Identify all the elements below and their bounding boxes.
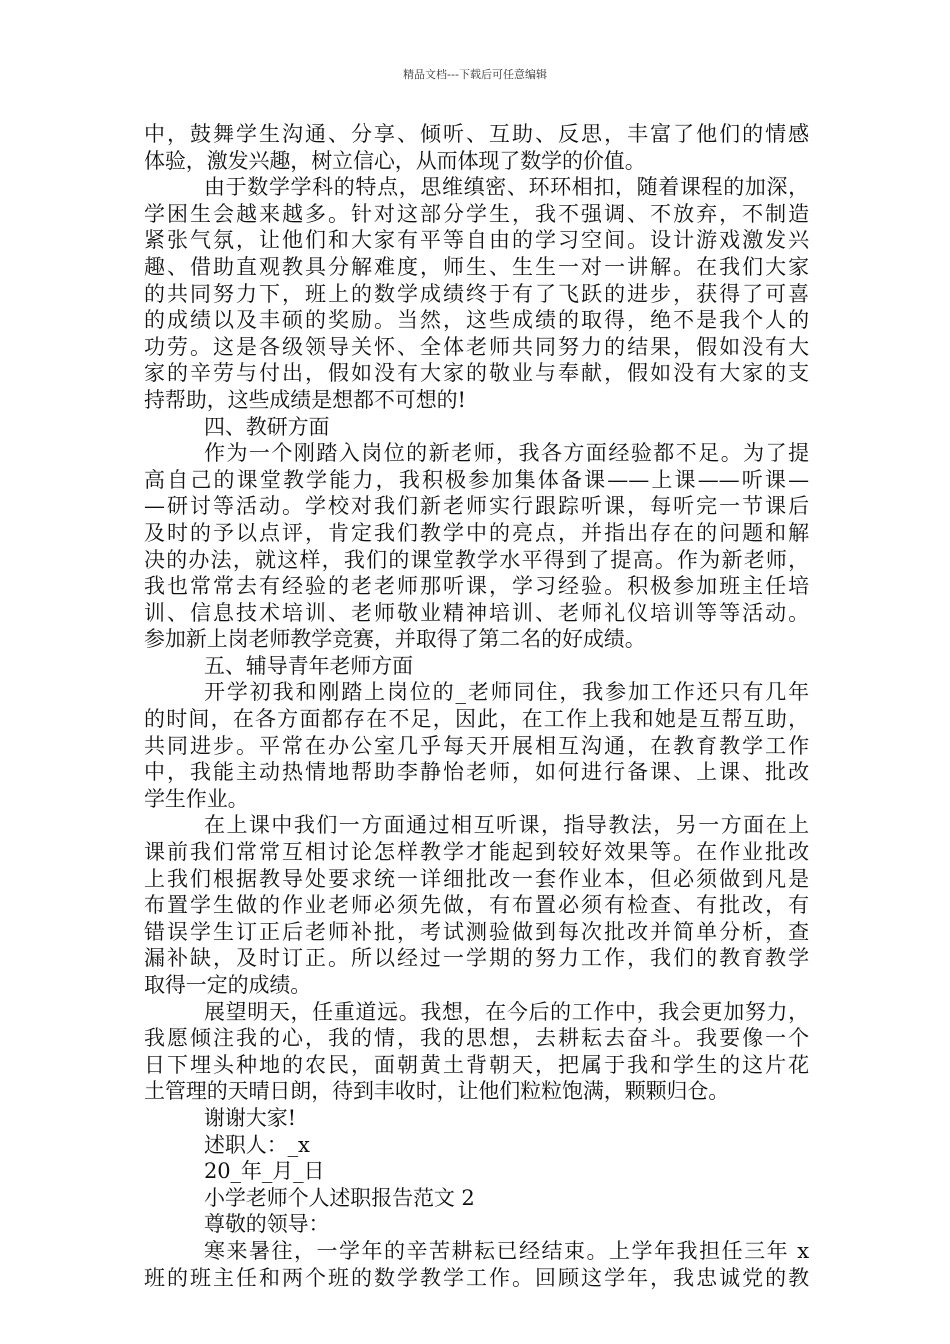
- text-line: 我也常常去有经验的老老师那听课，学习经验。积极参加班主任培: [144, 574, 809, 599]
- document-body: [144, 121, 809, 1291]
- text-line: 四、教研方面: [204, 414, 330, 439]
- text-line: 决的办法，就这样，我们的课堂教学水平得到了提高。作为新老师，: [144, 547, 809, 572]
- text-line: 训、信息技术培训、老师敬业精神培训、老师礼仪培训等等活动。: [144, 600, 809, 625]
- text-line: 错误学生订正后老师补批，考试测验做到每次批改并简单分析，查: [144, 919, 809, 944]
- text-line: 及时的予以点评，肯定我们教学中的亮点，并指出存在的问题和解: [144, 520, 809, 545]
- text-line: 趣、借助直观教具分解难度，师生、生生一对一讲解。在我们大家: [144, 254, 809, 279]
- text-line: 班的班主任和两个班的数学教学工作。回顾这学年，我忠诚党的教: [144, 1265, 809, 1290]
- text-line: 学困生会越来越多。针对这部分学生，我不强调、不放弃，不制造: [144, 201, 809, 226]
- text-line: 的时间，在各方面都存在不足，因此，在工作上我和她是互帮互助，: [144, 707, 809, 732]
- text-line: 寒来暑往，一学年的辛苦耕耘已经结束。上学年我担任三年 x: [204, 1238, 809, 1263]
- text-line: 中，鼓舞学生沟通、分享、倾听、互助、反思，丰富了他们的情感: [144, 122, 809, 146]
- text-line: 由于数学学科的特点，思维缜密、环环相扣，随着课程的加深，: [204, 175, 809, 200]
- text-line: 学生作业。: [144, 786, 249, 811]
- text-line: 布置学生做的作业老师必须先做，有布置必须有检查、有批改，有: [144, 893, 809, 918]
- text-line: 开学初我和刚踏上岗位的_老师同住，我参加工作还只有几年: [204, 680, 809, 705]
- text-line: 体验，激发兴趣，树立信心，从而体现了数学的价值。: [144, 148, 646, 173]
- text-line: 上我们根据教导处要求统一详细批改一套作业本，但必须做到凡是: [144, 866, 809, 891]
- text-line: 的成绩以及丰硕的奖励。当然，这些成绩的取得，绝不是我个人的: [144, 308, 809, 333]
- text-line: 共同进步。平常在办公室几乎每天开展相互沟通，在教育教学工作: [144, 733, 809, 758]
- text-line: 展望明天，任重道远。我想，在今后的工作中，我会更加努力，: [204, 999, 809, 1024]
- text-line: 课前我们常常互相讨论怎样教学才能起到较好效果等。在作业批改: [144, 840, 809, 865]
- text-line: 功劳。这是各级领导关怀、全体老师共同努力的结果，假如没有大: [144, 334, 809, 359]
- text-line: 高自己的课堂教学能力，我积极参加集体备课——上课——听课—: [144, 467, 809, 492]
- text-line: —研讨等活动。学校对我们新老师实行跟踪听课，每听完一节课后: [144, 494, 809, 519]
- text-line: 紧张气氛，让他们和大家有平等自由的学习空间。设计游戏激发兴: [144, 228, 809, 253]
- text-line: 尊敬的领导：: [204, 1212, 330, 1237]
- text-line: 谢谢大家!: [204, 1105, 296, 1130]
- page-header: 精品文档---下载后可任意编辑: [403, 68, 547, 81]
- text-line: 五、辅导青年老师方面: [204, 653, 413, 678]
- text-line: 20_年_月_日: [204, 1159, 325, 1184]
- text-line: 在上课中我们一方面通过相互听课，指导教法，另一方面在上: [204, 813, 809, 838]
- text-line: 家的辛劳与付出，假如没有大家的敬业与奉献，假如没有大家的支: [144, 361, 809, 386]
- text-line: 我愿倾注我的心，我的情，我的思想，去耕耘去奋斗。我要像一个: [144, 1026, 809, 1051]
- text-line: 日下埋头种地的农民，面朝黄土背朝天，把属于我和学生的这片花: [144, 1052, 809, 1077]
- text-line: 持帮助，这些成绩是想都不可想的!: [144, 387, 466, 412]
- text-line: 取得一定的成绩。: [144, 973, 312, 997]
- text-line: 漏补缺，及时订正。所以经过一学期的努力工作，我们的教育教学: [144, 946, 809, 971]
- text-line: 中，我能主动热情地帮助李静怡老师，如何进行备课、上课、批改: [144, 760, 809, 785]
- text-line: 述职人：_x: [204, 1132, 310, 1157]
- text-line: 小学老师个人述职报告范文 2: [204, 1185, 475, 1210]
- text-line: 参加新上岗老师教学竞赛，并取得了第二名的好成绩。: [144, 627, 646, 652]
- text-line: 土管理的天晴日朗，待到丰收时，让他们粒粒饱满，颗颗归仓。: [144, 1079, 730, 1104]
- text-line: 的共同努力下，班上的数学成绩终于有了飞跃的进步，获得了可喜: [144, 281, 809, 306]
- text-line: 作为一个刚踏入岗位的新老师，我各方面经验都不足。为了提: [204, 441, 809, 466]
